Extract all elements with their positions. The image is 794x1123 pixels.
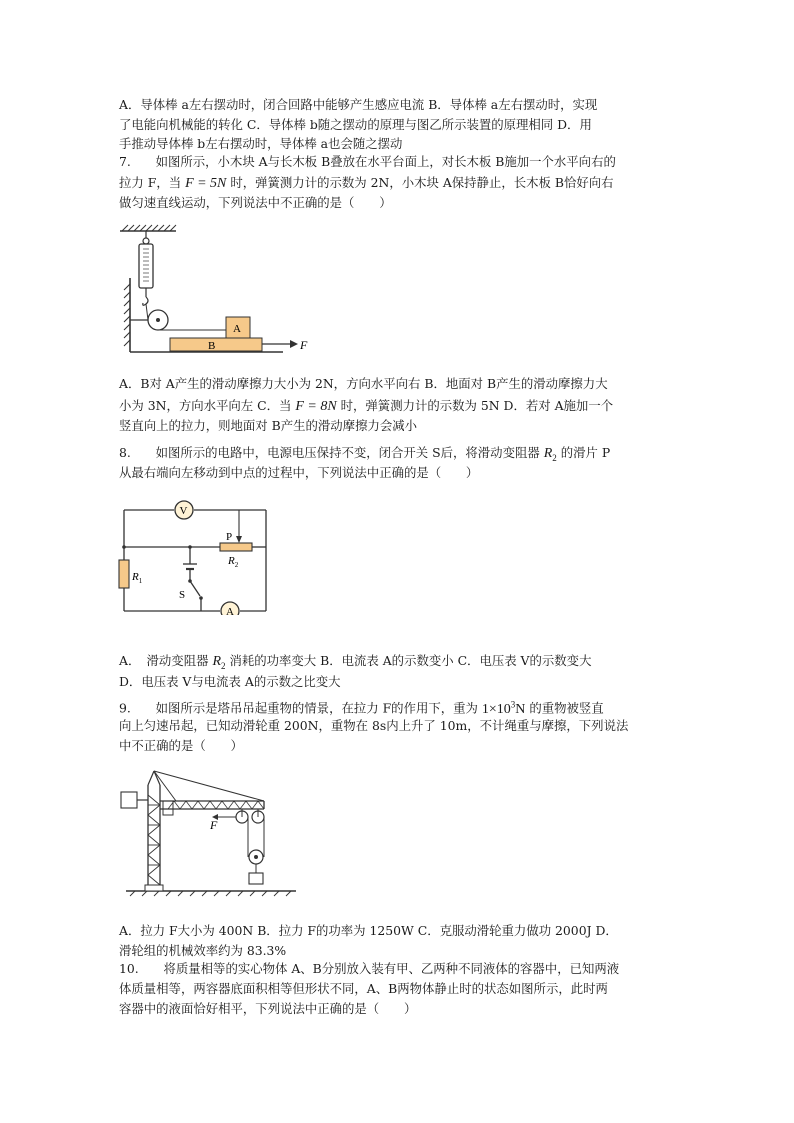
q10-stem-line-2: 体质量相等，两容器底面积相等但形状不同，A、B两物体静止时的状态如图所示，此时两 bbox=[119, 981, 608, 996]
q8-r-subscript: 2 bbox=[552, 452, 557, 463]
q8-slider-label: P bbox=[226, 531, 233, 543]
q7-figure-spring-scale bbox=[118, 222, 318, 357]
q9-weight-value: 1×10 bbox=[481, 701, 511, 717]
q9-weight-exponent: 3 bbox=[510, 699, 516, 709]
q7-options-text: 小为 3N，方向水平向左 C．当 bbox=[119, 398, 292, 413]
q9-equation-weight bbox=[481, 699, 526, 717]
q8-r2-label bbox=[227, 555, 239, 569]
q9-weight-unit: N bbox=[515, 701, 526, 717]
q8-ammeter-label: A bbox=[226, 606, 234, 615]
q8-r1-subscript: 1 bbox=[138, 577, 143, 585]
q9-stem-text: 9. 如图所示是塔吊吊起重物的情景，在拉力 F的作用下，重为 bbox=[119, 700, 478, 716]
q8-equation-r2 bbox=[544, 446, 557, 461]
q7-stem-text: 拉力 F，当 bbox=[119, 175, 182, 190]
q9-force-label: F bbox=[210, 818, 218, 832]
q9-options-line-2: 滑轮组的机械效率约为 83.3% bbox=[119, 943, 287, 958]
q8-stem-line-2: 从最右端向左移动到中点的过程中，下列说法中正确的是（ ） bbox=[119, 465, 479, 480]
q7-stem-line-3: 做匀速直线运动，下列说法中不正确的是（ ） bbox=[119, 195, 392, 210]
q8-r2-symbol: R bbox=[228, 555, 235, 567]
q8-options-text-2: 消耗的功率变大 B．电流表 A的示数变小 C．电压表 V的示数变大 bbox=[229, 653, 592, 668]
q6-options-line-3: 手推动导体棒 b左右摆动时，导体棒 a也会随之摆动 bbox=[119, 136, 403, 151]
q8-options-r-subscript: 2 bbox=[221, 660, 226, 671]
q6-options-line-1: A．导体棒 a左右摆动时，闭合回路中能够产生感应电流 B．导体棒 a左右摆动时，实现 bbox=[119, 97, 598, 112]
q7-force-label: F bbox=[300, 338, 308, 352]
q8-options-r-symbol: R bbox=[212, 654, 221, 669]
q9-figure-tower-crane bbox=[118, 765, 298, 899]
q6-options-line-2: 了电能向机械能的转化 C．导体棒 b随之摆动的原理与图乙所示装置的原理相同 D．用 bbox=[119, 117, 592, 132]
q8-options-text: A． 滑动变阻器 bbox=[119, 653, 209, 668]
q7-equation-f5: F = 5N bbox=[185, 176, 227, 191]
q8-r1-symbol: R bbox=[132, 571, 139, 583]
q8-voltmeter-label: V bbox=[179, 505, 188, 517]
q8-figure-circuit bbox=[116, 500, 276, 615]
q8-options-equation-r2 bbox=[212, 654, 225, 669]
q7-equation-f8: F = 8N bbox=[295, 399, 337, 414]
q9-stem-line-3: 中不正确的是（ ） bbox=[119, 738, 243, 753]
q8-stem-text-2: 的滑片 P bbox=[560, 445, 611, 460]
q8-r-symbol: R bbox=[543, 446, 553, 461]
q9-options-line-1: A．拉力 F大小为 400N B．拉力 F的功率为 1250W C．克服动滑轮重力做功 2000J D． bbox=[119, 923, 618, 938]
q7-options-line-2 bbox=[119, 396, 613, 417]
q7-board-b-label: B bbox=[208, 340, 216, 352]
q7-stem-text-2: 时，弹簧测力计的示数为 2N，小木块 A保持静止，长木板 B恰好向右 bbox=[230, 175, 614, 190]
q8-options-line-2: D．电压表 V与电流表 A的示数之比变大 bbox=[119, 674, 341, 689]
q7-stem-line-2 bbox=[119, 173, 614, 194]
q7-block-a-label: A bbox=[233, 323, 241, 335]
q9-stem-line-2: 向上匀速吊起，已知动滑轮重 200N，重物在 8s内上升了 10m，不计绳重与摩擦，下列说法 bbox=[119, 718, 629, 733]
q10-stem-line-1: 10. 将质量相等的实心物体 A、B分别放入装有甲、乙两种不同液体的容器中，已知两液 bbox=[119, 961, 620, 976]
q8-r2-subscript: 2 bbox=[234, 561, 239, 569]
q8-r1-label bbox=[131, 571, 143, 585]
q8-stem-text: 8. 如图所示的电路中，电源电压保持不变，闭合开关 S后，将滑动变阻器 bbox=[119, 445, 540, 460]
q8-switch-label: S bbox=[179, 589, 186, 601]
q7-options-line-3: 竖直向上的拉力，则地面对 B产生的滑动摩擦力会减小 bbox=[119, 418, 418, 433]
q7-options-text-2: 时，弹簧测力计的示数为 5N D．若对 A施加一个 bbox=[340, 398, 614, 413]
q9-stem-text-2: 的重物被竖直 bbox=[529, 700, 604, 716]
q10-stem-line-3: 容器中的液面恰好相平，下列说法中正确的是（ ） bbox=[119, 1001, 417, 1016]
q7-options-line-1: A．B对 A产生的滑动摩擦力大小为 2N，方向水平向右 B．地面对 B产生的滑动摩擦力大 bbox=[119, 376, 608, 391]
q7-stem-line-1: 7. 如图所示，小木块 A与长木板 B叠放在水平台面上，对长木板 B施加一个水平向右的 bbox=[119, 154, 616, 169]
